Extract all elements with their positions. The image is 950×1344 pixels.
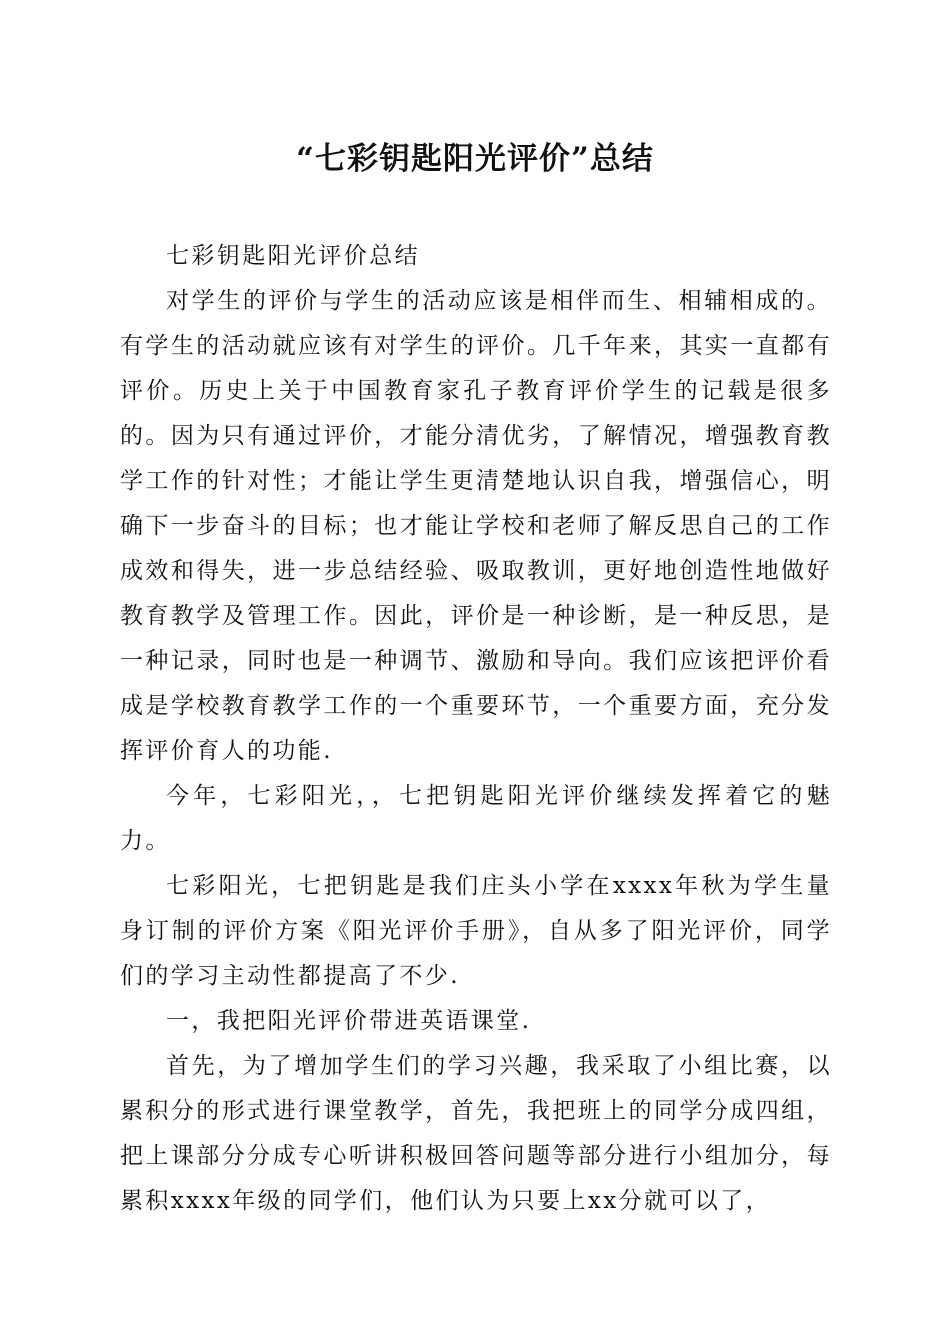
paragraph-subtitle: 七彩钥匙阳光评价总结	[166, 243, 420, 269]
paragraph-group-competition: 首先，为了增加学生们的学习兴趣，我采取了小组比赛，以累积分的形式进行课堂教学，首先，我把班上的同学分成四组，把上课部分分成专心听讲积极回答问题等部分进行小组加分，每累积xxxx年级的同学们，他们认为只要上xx分就可以了，	[120, 1053, 832, 1214]
document-title: “七彩钥匙阳光评价”总结	[296, 141, 654, 177]
paragraph-intro: 对学生的评价与学生的活动应该是相伴而生、相辅相成的。有学生的活动就应该有对学生的评价。几千年来，其实一直都有评价。历史上关于中国教育家孔子教育评价学生的记载是很多的。因为只有通过评价，才能分清优劣，了解情况，增强教育教学工作的针对性；才能让学生更清楚地认识自我，增强信心，明确下一步奋斗的目标；也才能让学校和老师了解反思自己的工作成效和得失，进一步总结经验、吸取教训，更好地创造性地做好教育教学及管理工作。因此，评价是一种诊断，是一种反思，是一种记录，同时也是一种调节、激励和导向。我们应该把评价看成是学校教育教学工作的一个重要环节，一个重要方面，充分发挥评价育人的功能.	[120, 288, 832, 764]
paragraph-this-year: 今年，七彩阳光，，七把钥匙阳光评价继续发挥着它的魅力。	[120, 783, 832, 854]
paragraph-evaluation-plan: 七彩阳光，七把钥匙是我们庄头小学在xxxx年秋为学生量身订制的评价方案《阳光评价手册》，自从多了阳光评价，同学们的学习主动性都提高了不少.	[120, 873, 832, 989]
document-body	[120, 234, 832, 1224]
section-heading-english-class: 一，我把阳光评价带进英语课堂.	[166, 1008, 532, 1034]
